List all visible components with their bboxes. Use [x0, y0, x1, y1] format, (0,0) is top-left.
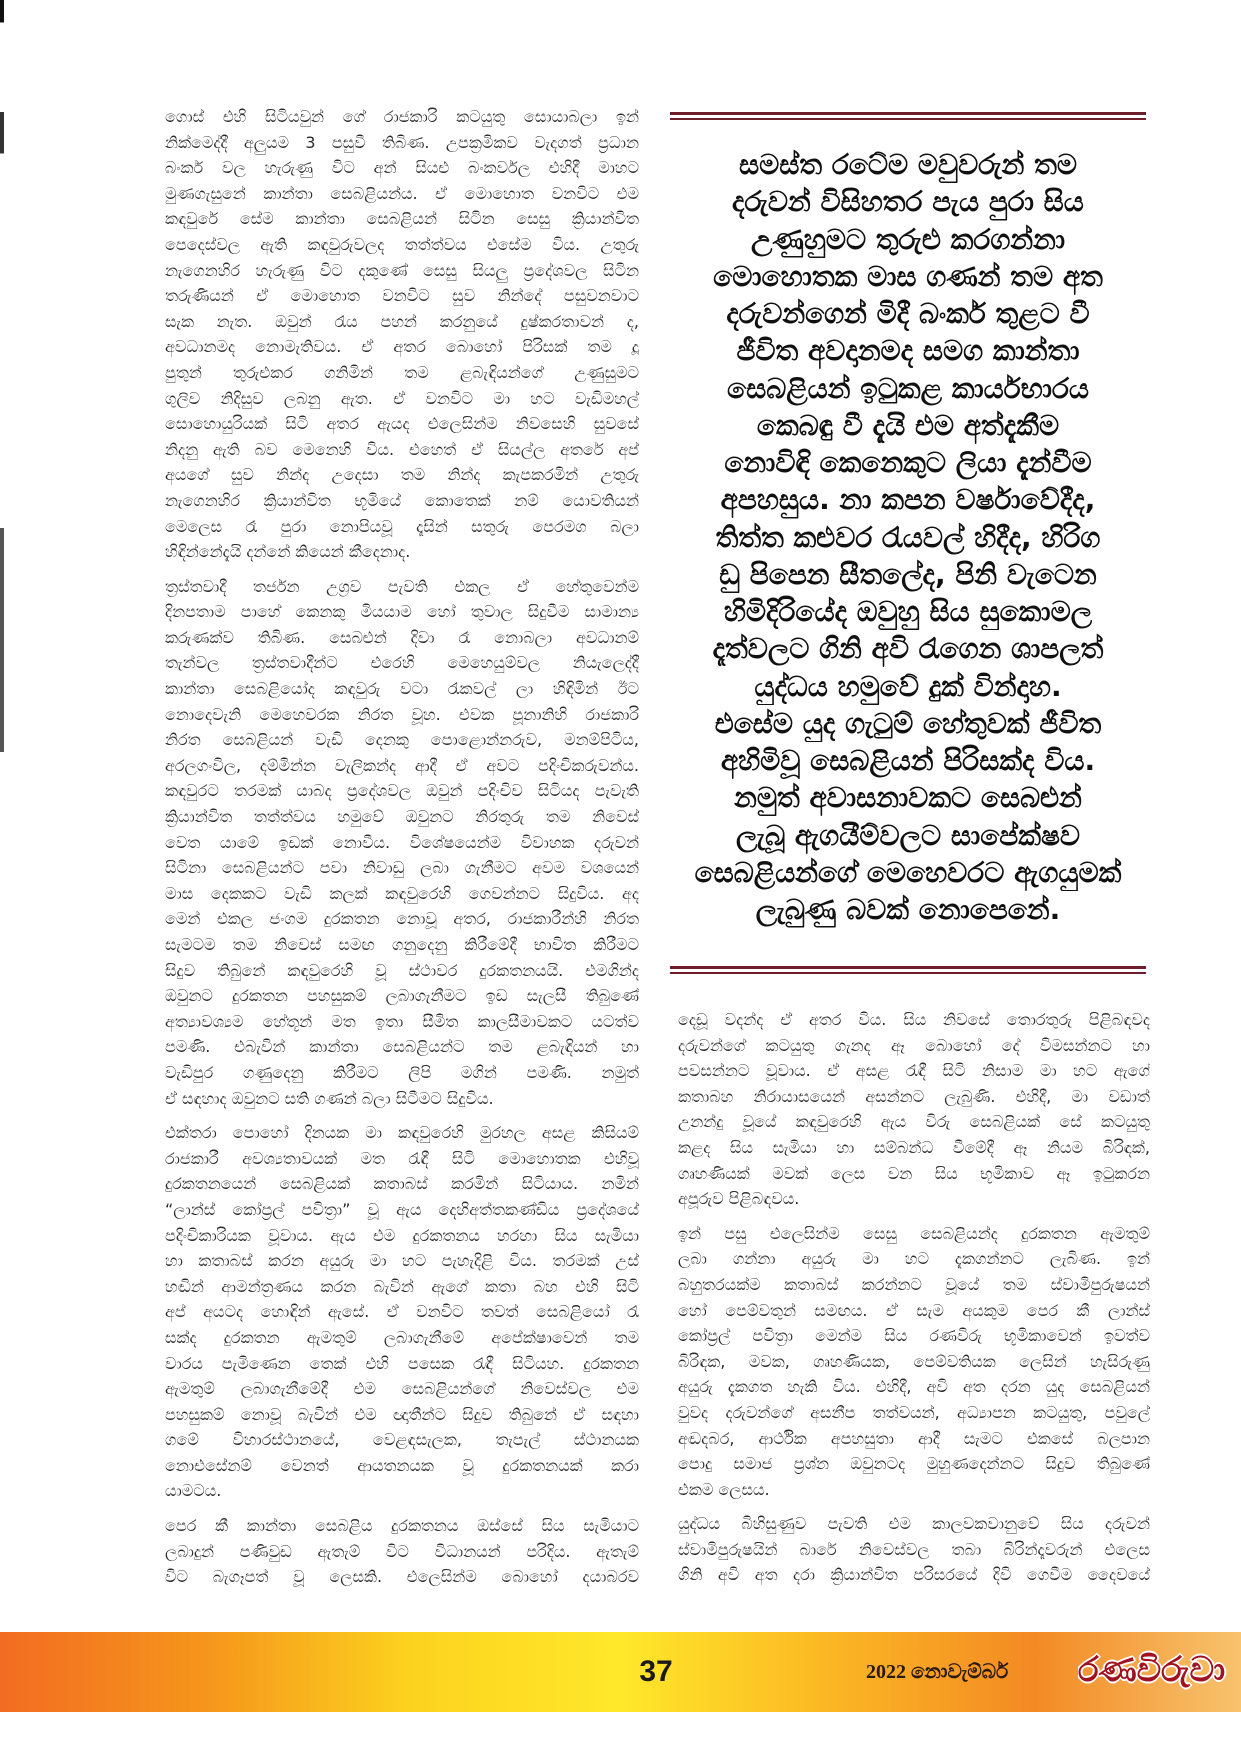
rule-thin: [670, 118, 1146, 120]
text-line: සිටිනා සෙබළියන්ට පවා නිවාඩු ලබා ගැනීමට අවම වශයෙන්: [165, 858, 639, 878]
paragraph: [678, 1007, 1150, 1212]
text-line: කාන්තා සෙබළියෝද කඳවුරු වටා රැකවල් ලා හිඳිමින් ඊට: [165, 679, 639, 699]
pull-quote-line: දරුවන්ගෙන් මිදී බංකර් තුළට වී: [726, 297, 1090, 330]
text-line: නැගෙනහිර හැරුණු විට දකුණේ සෙසු සියලු ප්‍රදේශවල සිටින: [165, 260, 639, 280]
text-line: පවසන්නට වූවාය. ඒ අසළ රැඳී සිටි නිසාම මා හට ඇගේ: [678, 1061, 1150, 1081]
pull-quote-line: උණුහුමට තුරුළු කරගන්නා: [750, 222, 1066, 256]
text-line: හෝ පෙම්වතුන් සමඟය. ඒ සැම අයකුම පෙර කී ලාන්ස්: [678, 1300, 1150, 1320]
pull-quote-bottom-rule: [670, 966, 1146, 974]
text-line: පමණි. එබැවින් කාන්තා සෙබළියන්ට තම ළබැඳියන් හා: [165, 1037, 639, 1057]
rule-thick: [670, 112, 1146, 115]
text-line: පෙදෙස්වල ඇති කඳවුරුවලද තත්ත්වය එසේම විය. උතුරු: [165, 234, 639, 254]
rule-thin: [670, 972, 1146, 974]
text-line: සොහොයුරියක් සිටි අතර ඇයද එලෙසින්ම නිවසෙහි සුවසේ: [165, 414, 639, 434]
pull-quote-top-rule: [670, 112, 1146, 120]
text-line: දිනපතාම පාහේ කෙනකු මියයාම හෝ තුවාල සිදුවීම සාමාන්‍ය: [165, 602, 639, 622]
text-line: සිදුව තිබුනේ කඳවුරෙහි වූ ස්ථාවර දුරකතනයයි. එමගින්ද: [165, 960, 639, 980]
text-line: අප් අයටද හොඳින් ඇසේ. ඒ වනවිට තවත් සෙබළියෝ රැ: [165, 1302, 639, 1322]
text-line: එකම ලෙසය.: [678, 1479, 770, 1499]
text-line: දෙඩූ වදන්ද ඒ අතර විය. සිය නිවසේ තොරතුරු පිළිබඳවද: [678, 1010, 1150, 1029]
paragraph: [678, 1221, 1150, 1503]
pull-quote-line: හිමිදිරියේද ඔවුහු සිය සුකොමල: [723, 595, 1093, 628]
paragraph: [678, 1511, 1150, 1588]
pull-quote-line: නොවිඳි කෙනෙකුට ලියා දැන්වීම: [724, 446, 1092, 479]
text-line: කඳවුරේ සේම කාන්තා සෙබළියන් සිටින සෙසු ක්‍රියාන්විත: [165, 209, 639, 229]
text-line: නොදෙවැනි මෙහෙවරක නිරත වූහ. එවක පූනානිහි රාජකාරි: [165, 704, 639, 724]
paragraph: [165, 1513, 639, 1590]
text-line: යාමටය.: [165, 1481, 222, 1501]
text-line: එක්තරා පොහෝ දිනයක මා කඳවුරෙහි මුරහල අසළ කිසියම්: [165, 1123, 639, 1143]
text-line: වාරය පැමිණෙන තෙක් එහි පසෙක රැඳී සිටියහ. දුරකතන: [165, 1353, 639, 1373]
text-line: බිරිඳක, මවක, ගෘහණියක, පෙම්වතියක ලෙසින් හැසිරුණු: [678, 1351, 1150, 1371]
pull-quote: [670, 146, 1146, 928]
text-line: බහුතරයක්ම කතාබස් කරන්නට වූයේ තම ස්වාමිපුරුෂයන්: [678, 1274, 1150, 1294]
text-line: අපූරුව පිළිබඳවය.: [678, 1189, 800, 1209]
text-line: අරලගංවිල, දම්මින්න වැලිකන්ද ආදී ඒ අවට පදිංචිකරුවන්ය.: [165, 755, 639, 775]
text-line: ගොස් එහි සිටියවුන් ගේ රාජකාරි කටයුතු සොයාබලා ඉන්: [165, 107, 639, 126]
text-line: අයගේ සුව නින්ද උදෙසා තම නින්ද කැපකරමින් උතුරු: [165, 465, 639, 485]
text-line: ඇමතුම් ලබාගැනීමේදී එම සෙබළියන්ගේ නිවෙස්වල එම: [165, 1379, 639, 1399]
text-line: පදිංචිකාරියක වූවාය. ඇය එම දුරකතනය හරහා සිය සැමියා: [165, 1225, 639, 1245]
text-line: මුණගැසුනේ කාන්තා සෙබළියන්ය. ඒ මොහොත වනවිට එම: [165, 183, 639, 203]
text-line: අඬදබර, ආර්ථික අපහසුතා ආදී සැමට එකසේ බලපාන: [678, 1428, 1150, 1448]
text-line: ඔවුනට දුරකතන පහසුකම් ලබාගැනීමට ඉඩ සැලසී තිබුණේ: [165, 986, 639, 1006]
pull-quote-line: ලැබූ ඇගයීම්වලට සාපේක්ෂව: [735, 818, 1081, 852]
pull-quote-line: අහිමිවූ සෙබළියන් පිරිසක්ද විය.: [720, 744, 1096, 777]
paragraph: [165, 574, 639, 1111]
pull-quote-line: සෙබළියන් ඉටුකළ කාර්යභාරය: [727, 371, 1089, 405]
text-line: කෝප්‍රල් පවිත්‍රා මෙන්ම සිය රණවිරු භූමිකාවෙන් ඉවත්ව: [678, 1326, 1150, 1346]
text-line: සැමටම තම නිවෙස් සමඟ ගනුදෙනු කිරීමේදී භාවිත කිරීමට: [165, 935, 639, 954]
text-line: වුවද දරුවන්ගේ අසනීප තත්වයන්, අධ්‍යාපන කටයුතු, පවුලේ: [678, 1402, 1150, 1422]
text-line: ස්වාමිපුරුෂයින් බාරේ නිවෙස්වල තබා බිරින්දෑවරුන් එලෙස: [678, 1539, 1150, 1559]
text-line: දරුවන්ගේ කටයුතු ගැනද ඈ බොහෝ දේ විමසන්නට හා: [678, 1035, 1150, 1055]
text-line: පෙර කී කාන්තා සෙබළිය දුරකතනය ඔස්සේ සිය සැමියාට: [165, 1516, 639, 1536]
text-line: සැක නැත. ඔවුන් රැය පහන් කරනුයේ දුෂ්කරතාවන් ද,: [165, 311, 639, 331]
text-line: පොදු සමාජ ප්‍රශ්න ඔවුනටද මුහුණදෙන්නට සිදුව තිබුණේ: [678, 1454, 1150, 1474]
text-line: උනන්දු වූයේ කඳවුරෙහි ඇය විරු සෙබළියක් සේ කටයුතු: [678, 1112, 1150, 1132]
text-line: රාජකාරී අවශ්‍යතාවයක් මත රැඳී සිටි මොහොතක එහිවූ: [165, 1148, 639, 1168]
text-line: ගෘහණියක් මවක් ලෙස වන සිය භූමිකාව ඈ ඉටුකරන: [678, 1163, 1150, 1183]
pull-quote-line: දරුවන් විසිහතර පැය පුරා සිය: [732, 185, 1084, 219]
text-line: අත්‍යාවශ්‍යම හේතූන් මත ඉතා සීමිත කාලසීමාවකට යටත්ව: [165, 1011, 639, 1031]
text-line: වෙත යාමේ ඉඩක් නොවීය. විශේෂයෙන්ම විවාහක දරුවන්: [165, 832, 639, 852]
text-line: සක්ද දුරකතන ඇමතුම් ලබාගැනීමේ අපේක්ෂාවෙන් තම: [165, 1327, 639, 1347]
text-line: දුරකතනයෙන් සෙබළියක් කතාබස් කරමින් සිටියාය. නමින්: [165, 1174, 639, 1194]
pull-quote-line: තිත්ත කළුවර රැයවල් හිදීද, හිරිග: [715, 520, 1101, 554]
text-line: බංකර් වල හැරුණු විට අන් සියළු බංකර්වල එහිදී මාහට: [165, 158, 639, 178]
text-line: විට බැගෑපත් වූ ලෙසකි. එලෙසින්ම බොහෝ දයාබරව: [165, 1567, 639, 1587]
magazine-logo: රණවිරුවා: [1078, 1650, 1226, 1690]
text-line: ගුලිව නිදිසුව ලබනු ඇත. ඒ වනවිට මා හට වැඩිමහල්: [165, 388, 639, 408]
page-edge-shadow: [0, 0, 4, 1600]
text-line: ගිනි අවි අත දරා ක්‍රියාන්විත පරිසරයේ දිවි ගෙවීම දෛවයේ: [678, 1565, 1150, 1585]
text-line: ලබා ගන්නා අයුරු මා හට දැකගන්නට ලැබිණ. ඉන්: [678, 1249, 1150, 1269]
pull-quote-line: මොහොතක මාස ගණන් තම අත: [713, 259, 1103, 293]
paragraph: [165, 1120, 639, 1504]
text-line: මෙලෙස රෑ පුරා නොපියවූ දෑසින් සතුරු පෙරමග බලා: [165, 516, 639, 536]
text-line: හිඳින්නේදැයි දන්නේ කියෙන් කීදෙනාද.: [165, 542, 411, 562]
text-line: මාස දෙකකට වැඩි කලක් කඳවුරෙහි ගෙවන්නට සිදුවිය. අද: [165, 883, 639, 903]
text-line: පුතුන් තුරුළුකර ගනිමින් තම ළබැඳියන්ගේ උණුසුමට: [165, 362, 639, 382]
pull-quote-line: කෙබඳු වී දැයි එම අත්දැකීම: [756, 408, 1060, 442]
pull-quote-line: එසේම යුද ගැටුම් හේතුවක් ජීවිත: [714, 706, 1102, 740]
text-line: නිරත සෙබළියන් වැඩි දෙනකු පොළොන්නරුව, මනම්පිටිය,: [165, 730, 639, 750]
text-line: තරුණියන් ඒ මොහොත වනවිට සුව නින්දේ පසුවනවාට: [165, 286, 639, 306]
text-line: වැඩිපුර ගණුදෙනු කිරීමට ලිපි මගින් පමණි. නමුත්: [165, 1062, 639, 1082]
right-column: [678, 1007, 1150, 1597]
text-line: හා කතාබස් කරන අයුරු මා හට පැහැදිළි විය. තරමක් උස්: [165, 1251, 639, 1271]
pull-quote-line: අපහසුය. නා කපන වර්ෂාවේදීද,: [720, 483, 1096, 517]
pull-quote-line: යුද්ධය හමුවේ දුක් වින්දාහ.: [754, 669, 1062, 703]
pull-quote-line: දෑත්වලට ගිනි අවි රැගෙන ශාපලත්: [712, 632, 1104, 666]
text-line: කඳවුරට තරමක් යාබද ප්‍රදේශවල ඔවුන් පදිංචිව සිටියද පැවැති: [165, 781, 639, 801]
text-line: අවධානමද නොමැතිවය. ඒ අතර බොහෝ පිරිසක් තම දූ: [165, 337, 639, 357]
pull-quote-line: ලැබුණු බවක් නොපෙනේ.: [755, 893, 1061, 926]
text-line: හඬින් ආමන්ත්‍රණය කරන බැවින් ඇගේ කතා බහ එහි සිටි: [165, 1276, 639, 1296]
text-line: ගමේ විහාරස්ථානයේ, වෙළඳසැලක, තැපැල් ස්ථානයක: [165, 1430, 639, 1450]
text-line: ක්‍රියාන්විත තත්ත්වය හමුවේ ඔවුනට නිරතුරු තම නිවෙස්: [165, 807, 639, 827]
pull-quote-line: ජීවිත අවදානමද සමග කාන්තා: [736, 334, 1080, 368]
left-column: [165, 104, 639, 1599]
text-line: නිදනු ඇති බව මෙනෙහි විය. එහෙත් ඒ සියල්ල අතරේ අප්: [165, 439, 639, 459]
paragraph: [165, 104, 639, 565]
pull-quote-line: නමුත් අවාසනාවකට සෙබළුන්: [734, 781, 1082, 815]
pull-quote-line: සමස්ත රටේම මවුවරුන් තම: [738, 148, 1078, 181]
pull-quote-line: ඩු පිපෙන සීතලේද, පිනි වැටෙන: [719, 557, 1097, 591]
pull-quote-line: සෙබළියන්ගේ මෙහෙවරට ඇගයුමක්: [694, 855, 1122, 889]
page-number: 37: [639, 1655, 673, 1688]
text-line: යුද්ධය බිහිසුණුව පැවති එම කාලවකවානුවේ සිය දරුවන්: [678, 1514, 1150, 1534]
text-line: ඉන් පසු එලෙසින්ම සෙසු සෙබළියන්ද දුරකතන ඇමතුම්: [678, 1223, 1150, 1243]
text-line: අයුරු දැකගත හැකි විය. එහිදී, අවි අත දරන යුද සෙබළියන්: [678, 1377, 1150, 1397]
text-line: කළද සිය සැමියා හා සම්බන්ධ වීමේදී ඈ නියම බිරිඳක්,: [678, 1137, 1150, 1157]
text-line: ඒ සඳහාද ඔවුනට සති ගණන් බලා සිටීමට සිදුවිය.: [165, 1088, 494, 1108]
text-line: ත්‍රස්තවාදී තර්ජන උග්‍රව පැවති එකල ඒ හේතුවෙන්ම: [165, 576, 639, 596]
text-line: නැගෙනහිර ක්‍රියාන්විත භූමියේ කොතෙක් නම් යොවතියන්: [165, 490, 639, 510]
rule-thick: [670, 966, 1146, 969]
text-line: කරුණක්ව තිබිණ. සෙබළුන් දිවා රෑ නොබලා අවධානම්: [165, 627, 639, 647]
issue-date: 2022 නොවැම්බර්: [866, 1661, 1009, 1683]
text-line: ලබාදුන් පණිවුඩ ඇතැම් විට විධානයන් පරිදිය. ඇතැම්: [165, 1541, 639, 1561]
text-line: මෙන් එකල ජංගම දුරකතන නොවූ අතර, රාජකාරීන්හි නිරත: [165, 909, 639, 929]
text-line: “ලාන්ස් කෝප්‍රල් පවිත්‍රා” වූ ඇය දෙහිඅත්තකණ්ඩිය ප්‍රදේශයේ: [165, 1199, 639, 1219]
text-line: කතාබහ නිරායාසයෙන් අසන්නට ලැබුණි. එහිදී, මා වඩාත්: [678, 1086, 1150, 1106]
text-line: නොඑසේනම් වෙනත් ආයතනයක වූ දුරකතනයක් කරා: [165, 1455, 639, 1475]
text-line: පහසුකම් නොවූ බැවින් එම ඥාතීන්ට සිදුව තිබුනේ ඒ සඳහා: [165, 1404, 639, 1424]
text-line: නික්මෙද්දී අලුයම 3 පසුවී තිබිණ. උපක්‍රමිකව වැදගත් ප්‍රධාන: [165, 132, 639, 152]
text-line: තැන්වල ත්‍රස්තවාදීන්ට එරෙහි මෙහෙයුම්වල නියැලෙද්දී: [165, 653, 639, 673]
